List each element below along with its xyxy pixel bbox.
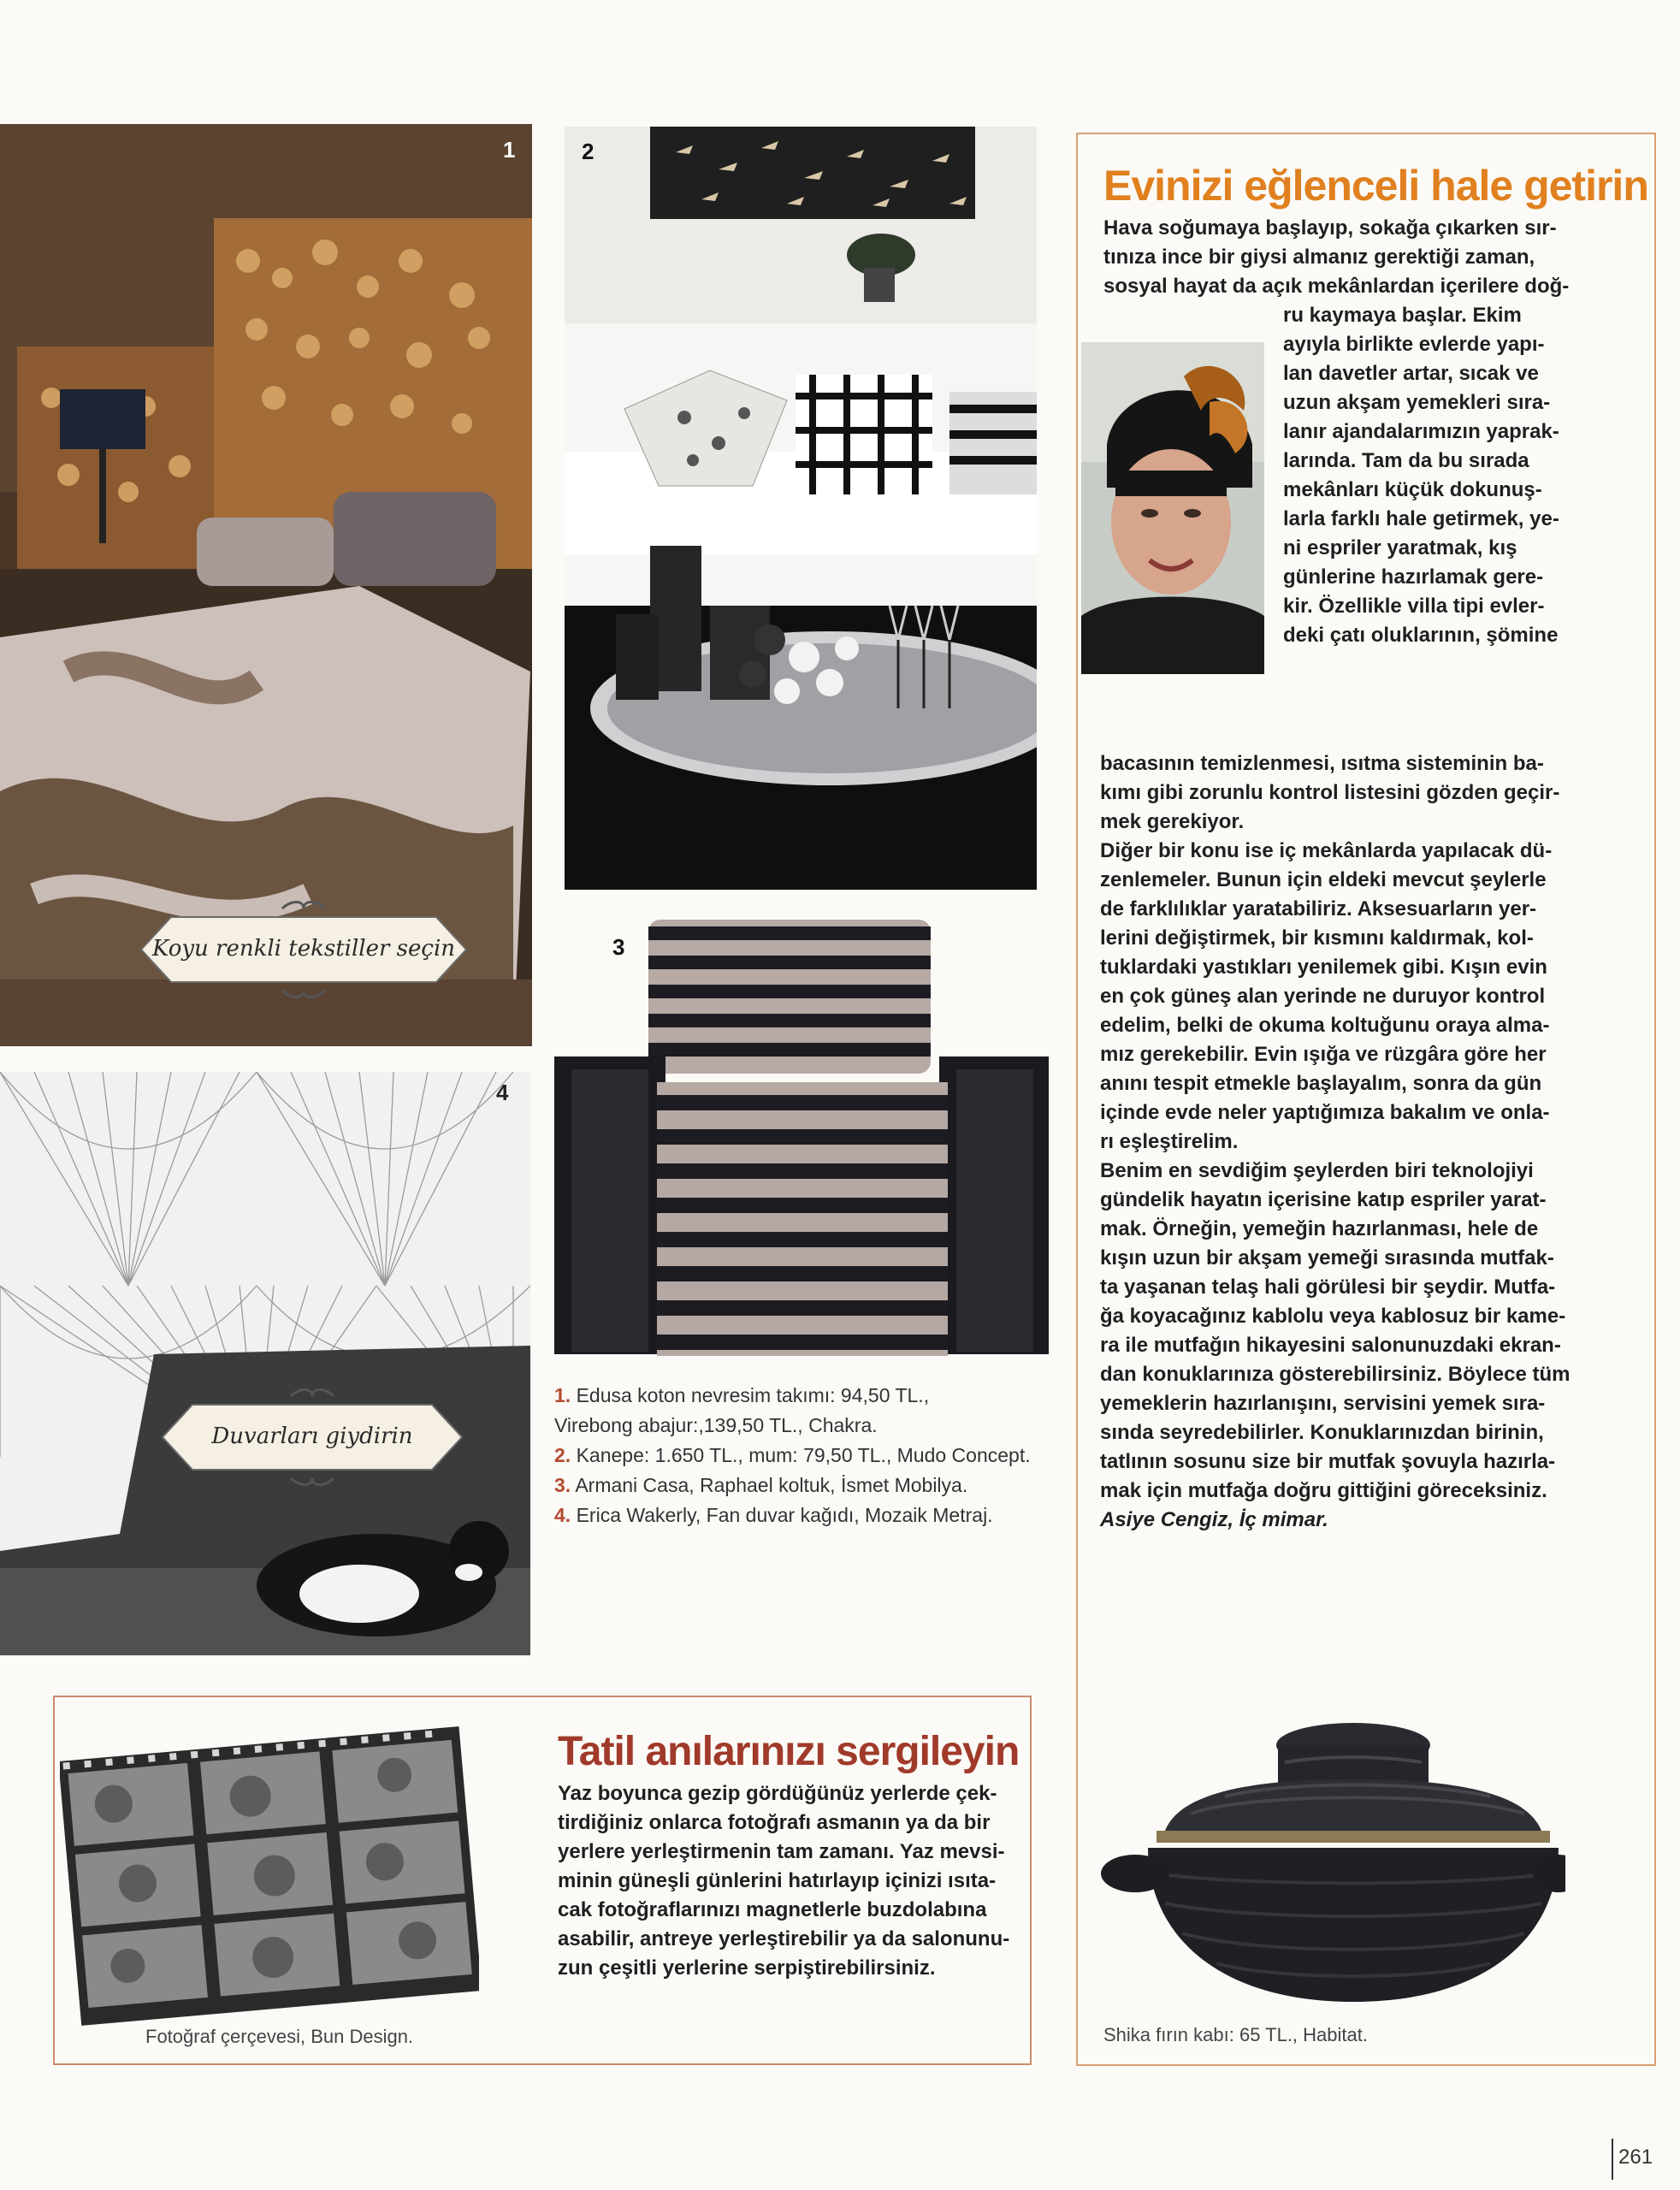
frame-caption: Fotoğraf çerçevesi, Bun Design. (145, 2026, 414, 2047)
article-line: tınıza ince bir giysi almanız gerektiği zaman, (1103, 246, 1535, 269)
article-line: edelim, belki de okuma koltuğunu oraya alma- (1100, 1014, 1550, 1037)
photo-number-2: 2 (582, 139, 595, 164)
photo-number-1: 1 (503, 137, 516, 163)
article-line: deki çatı oluklarının, şömine (1283, 624, 1559, 647)
article-line: Diğer bir konu ise iç mekânlarda yapılacak dü- (1100, 839, 1553, 862)
tatil-line: Yaz boyunca gezip gördüğünüz yerlerde çek- (558, 1782, 997, 1805)
article-line: Hava soğumaya başlayıp, sokağa çıkarken sır- (1103, 216, 1557, 240)
article-line: tuklardaki yastıkları yenilemek gibi. Kışın evin (1100, 956, 1547, 979)
article-line: lan davetler artar, sıcak ve (1283, 362, 1539, 385)
article-line: mak. Örneğin, yemeğin hazırlanması, hele de (1100, 1217, 1539, 1240)
tatil-body (558, 1779, 1020, 1983)
tatil-title: Tatil anılarınızı sergileyin (558, 1729, 1020, 1774)
caption-line: 1. Edusa koton nevresim takımı: 94,50 TL., (554, 1384, 930, 1406)
article-line: mak için mutfağa doğru gittiğini göreceksiniz. (1100, 1479, 1547, 1502)
article-line: ru kaymaya başlar. Ekim (1283, 304, 1522, 327)
caption-line: Virebong abajur:,139,50 TL., Chakra. (554, 1414, 878, 1436)
photo-number-4: 4 (496, 1080, 509, 1105)
photo-number-3: 3 (612, 934, 625, 960)
article-line: bacasının temizlenmesi, ısıtma sisteminin ba- (1100, 752, 1544, 775)
caption-line: 2. Kanepe: 1.650 TL., mum: 79,50 TL., Mudo Concept. (554, 1444, 1031, 1466)
banner-dress-walls (145, 1386, 479, 1489)
article-line: kımı gibi zorunlu kontrol listesini gözden geçir- (1100, 781, 1560, 804)
article-line: mek gerekiyor. (1100, 810, 1245, 833)
article-line: içinde evde neler yaptığımıza bakalım ve onla- (1100, 1101, 1550, 1124)
page-number: 261 (1618, 2146, 1653, 2169)
article-line: rı eşleştirelim. (1100, 1130, 1239, 1153)
article-line: lanır ajandalarımızın yaprak- (1283, 420, 1559, 443)
pot-caption: Shika fırın kabı: 65 TL., Habitat. (1103, 2024, 1368, 2045)
article-line: zenlemeler. Bunun için eldeki mevcut şeylerle (1100, 868, 1547, 891)
article-line: yemeklerin hazırlanışını, servisini yemek sıra- (1100, 1392, 1546, 1415)
article-line: mekânları küçük dokunuş- (1283, 478, 1542, 501)
photo-sofa-candles (565, 127, 1037, 890)
photo-striped-armchair (554, 920, 1049, 1356)
tatil-line: cak fotoğraflarınızı magnetlerle buzdolabına (558, 1898, 987, 1921)
article-line: ğa koyacağınız kablolu veya kablosuz bir kame- (1100, 1305, 1566, 1328)
article-line: anını tespit etmekle başlayalım, sonra da gün (1100, 1072, 1542, 1095)
banner-dark-textiles-text: Koyu renkli tekstiller seçin (151, 936, 456, 962)
banner-dress-walls-text: Duvarları giydirin (211, 1424, 413, 1449)
page-number-divider (1612, 2139, 1613, 2180)
tatil-line: tirdiğiniz onlarca fotoğrafı asmanın ya da bir (558, 1811, 991, 1834)
article-line: mız gerekebilir. Evin ışığa ve rüzgâra göre her (1100, 1043, 1547, 1066)
product-caption-list (554, 1381, 1068, 1530)
article-line: kışın uzun bir akşam yemeği sırasında mutfak- (1100, 1246, 1554, 1270)
photo-fan-wallpaper (0, 1072, 530, 1655)
article-line: larında. Tam da bu sırada (1283, 449, 1529, 472)
caption-line: 4. Erica Wakerly, Fan duvar kağıdı, Mozaik Metraj. (554, 1504, 993, 1526)
article-line: sosyal hayat da açık mekânlardan içerilere doğ- (1103, 275, 1570, 298)
article-line: en çok güneş alan yerinde ne duruyor kontrol (1100, 985, 1546, 1008)
article-line: lerini değiştirmek, bir kısmını kaldırmak, kol- (1100, 926, 1534, 950)
article-line: günlerine hazırlamak gere- (1283, 565, 1544, 589)
caption-line: 3. Armani Casa, Raphael koltuk, İsmet Mobilya. (554, 1474, 968, 1496)
article-line: kir. Özellikle villa tipi evler- (1283, 595, 1545, 618)
article-line: tatlının sosunu size bir mutfak şovuyla hazırla- (1100, 1450, 1556, 1473)
tatil-line: yerlere yerleştirmenin tam zamanı. Yaz mevsi- (558, 1840, 1005, 1863)
article-line: gündelik hayatın içerisine katıp espriler yarat- (1100, 1188, 1547, 1211)
article-title: Evinizi eğlenceli hale getirin (1103, 162, 1648, 210)
article-body-bottom (1100, 749, 1639, 1535)
article-line: uzun akşam yemekleri sıra- (1283, 391, 1551, 414)
article-body-top (1103, 214, 1634, 301)
tatil-line: zun çeşitli yerlerine serpiştirebilirsiniz. (558, 1956, 936, 1980)
article-author: Asiye Cengiz, İç mimar. (1100, 1508, 1328, 1531)
tatil-line: minin güneşli günlerini hatırlayıp içinizi ısıta- (558, 1869, 997, 1892)
article-line: ayıyla birlikte evlerde yapı- (1283, 333, 1545, 356)
article-line: dan konuklarınıza gösterebilirsiniz. Böylece tüm (1100, 1363, 1571, 1386)
article-line: ta yaşanan telaş hali görülesi bir şeydir. Mutfa- (1100, 1276, 1556, 1299)
banner-dark-textiles (120, 898, 488, 1001)
article-line: de farklılıklar yaratabiliriz. Aksesuarların yer- (1100, 897, 1537, 920)
article-line: sında seyredebilirler. Konuklarınızdan birinin, (1100, 1421, 1544, 1444)
photo-frame-collage (60, 1709, 479, 2026)
article-body-beside-photo (1283, 301, 1642, 650)
article-line: ra ile mutfağın hikayesini salonunuzdaki ekran- (1100, 1334, 1561, 1357)
article-line: larla farklı hale getirmek, ye- (1283, 507, 1559, 530)
article-line: ni espriler yaratmak, kış (1283, 536, 1517, 559)
photo-clay-pot (1097, 1711, 1565, 2027)
tatil-line: asabilir, antreye yerleştirebilir ya da salonunu- (558, 1927, 1010, 1950)
article-line: Benim en sevdiğim şeylerden biri teknolojiyi (1100, 1159, 1534, 1182)
portrait-photo (1081, 342, 1264, 674)
